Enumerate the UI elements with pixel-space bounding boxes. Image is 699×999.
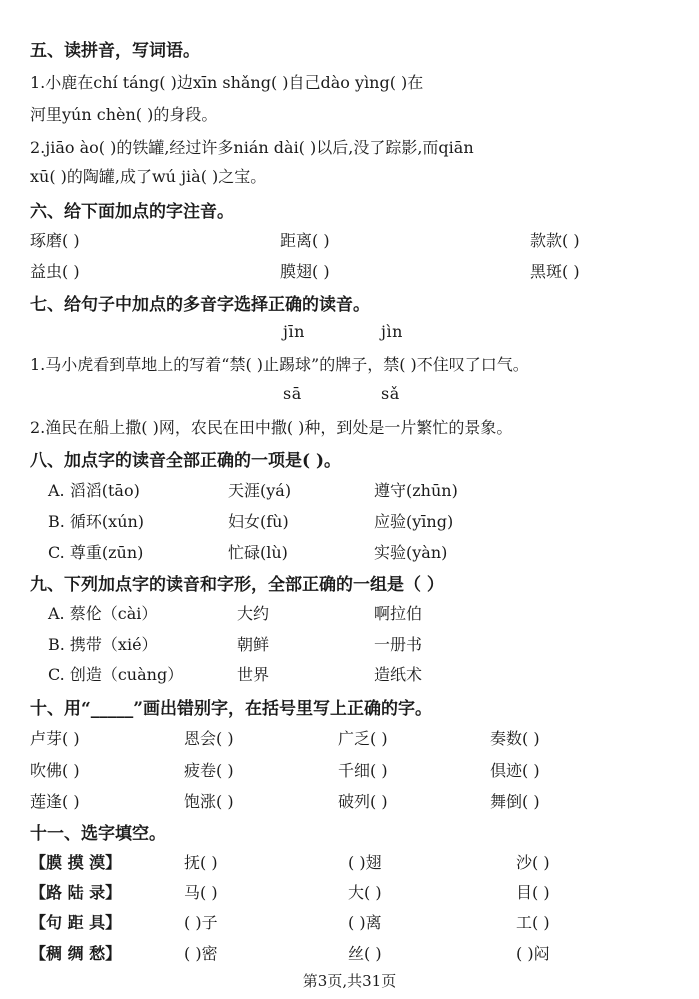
s7-pinyin-1a: jīn [283, 322, 305, 341]
s10-r3-c3: 破列( ) [338, 792, 388, 811]
s8-row-b-col-1: B. 循环(xún) [48, 512, 145, 531]
s11-r3-c3: 工( ) [516, 913, 550, 932]
s8-row-a-col-3: 遵守(zhūn) [374, 481, 458, 500]
s10-r1-c3: 广乏( ) [338, 729, 388, 748]
s11-r1-c1: 抚( ) [184, 853, 218, 872]
s9-row-a-col-3: 啊拉伯 [374, 604, 423, 623]
section-6-title: 六、给下面加点的字注音。 [30, 202, 234, 222]
s10-r2-c3: 千细( ) [338, 761, 388, 780]
s10-r2-c2: 疲卷( ) [184, 761, 234, 780]
section-5-line-2: 河里yún chèn( )的身段。 [30, 105, 218, 124]
page-footer: 第3页,共31页 [302, 972, 397, 990]
s10-r1-c2: 恩会( ) [184, 729, 234, 748]
section-5-line-1: 1.小鹿在chí táng( )边xīn shǎng( )自己dào yìng( )在 [30, 73, 424, 92]
section-10-title: 十、用“_____”画出错别字，在括号里写上正确的字。 [30, 699, 433, 719]
s11-r3-options: 【句 距 具】 [30, 913, 122, 932]
s11-r1-options: 【膜 摸 漠】 [30, 853, 122, 872]
s8-row-b-col-3: 应验(yīng) [374, 512, 454, 531]
s6-item-5: 膜翅( ) [280, 262, 330, 281]
s6-item-1: 琢磨( ) [30, 231, 80, 250]
s8-row-c-col-2: 忙碌(lù) [228, 543, 288, 562]
s9-row-a-col-1: A. 蔡伦（cài） [48, 604, 158, 623]
s8-row-c-col-3: 实验(yàn) [374, 543, 448, 562]
s10-r2-c4: 倶迹( ) [490, 761, 540, 780]
s10-r1-c4: 奏数( ) [490, 729, 540, 748]
s11-r4-options: 【稠 绸 愁】 [30, 944, 122, 963]
s7-pinyin-2a: sā [283, 384, 302, 403]
s11-r4-c1: ( )密 [184, 944, 218, 963]
s10-r3-c2: 饱涨( ) [184, 792, 234, 811]
section-11-title: 十一、选字填空。 [30, 824, 166, 844]
s11-r3-c1: ( )子 [184, 913, 218, 932]
section-9-title: 九、下列加点字的读音和字形，全部正确的一组是（ ） [30, 575, 444, 595]
s9-row-c-col-2: 世界 [237, 665, 270, 684]
section-8-title: 八、加点字的读音全部正确的一项是( )。 [30, 451, 342, 471]
s9-row-c-col-1: C. 创造（cuàng） [48, 665, 184, 684]
s10-r2-c1: 吹佛( ) [30, 761, 80, 780]
s9-row-c-col-3: 造纸术 [374, 665, 423, 684]
s11-r4-c3: ( )闷 [516, 944, 550, 963]
s8-row-a-col-1: A. 滔滔(tāo) [48, 481, 140, 500]
s8-row-a-col-2: 天涯(yá) [228, 481, 292, 500]
section-5-line-4: xū( )的陶罐,成了wú jià( )之宝。 [30, 167, 267, 186]
s11-r3-c2: ( )离 [348, 913, 382, 932]
section-5-title: 五、读拼音，写词语。 [30, 41, 200, 61]
s6-item-2: 距离( ) [280, 231, 330, 250]
s11-r2-c2: 大( ) [348, 883, 382, 902]
section-7-title: 七、给句子中加点的多音字选择正确的读音。 [30, 295, 370, 315]
s6-item-4: 益虫( ) [30, 262, 80, 281]
s9-row-b-col-1: B. 携带（xié） [48, 635, 158, 654]
section-5-line-3: 2.jiāo ào( )的铁罐,经过许多nián dài( )以后,没了踪影,而qiān [30, 138, 474, 157]
s9-row-b-col-2: 朝鲜 [237, 635, 270, 654]
s6-item-3: 款款( ) [530, 231, 580, 250]
s11-r1-c3: 沙( ) [516, 853, 550, 872]
s11-r2-c3: 目( ) [516, 883, 550, 902]
s7-pinyin-1b: jìn [381, 322, 403, 341]
s9-row-b-col-3: 一册书 [374, 635, 423, 654]
s10-r1-c1: 卢芽( ) [30, 729, 80, 748]
s11-r2-options: 【路 陆 录】 [30, 883, 122, 902]
s8-row-b-col-2: 妇女(fù) [228, 512, 289, 531]
s7-question-1: 1.马小虎看到草地上的写着“禁( )止踢球”的牌子，禁( )不住叹了口气。 [30, 355, 529, 374]
s10-r3-c4: 舞倒( ) [490, 792, 540, 811]
s6-item-6: 黑斑( ) [530, 262, 580, 281]
s11-r4-c2: 丝( ) [348, 944, 382, 963]
s11-r1-c2: ( )翅 [348, 853, 382, 872]
s7-question-2: 2.渔民在船上撒( )网，农民在田中撒( )种，到处是一片繁忙的景象。 [30, 418, 513, 437]
s11-r2-c1: 马( ) [184, 883, 218, 902]
s9-row-a-col-2: 大约 [237, 604, 270, 623]
s8-row-c-col-1: C. 尊重(zūn) [48, 543, 144, 562]
s7-pinyin-2b: sǎ [381, 384, 400, 403]
s10-r3-c1: 莲逢( ) [30, 792, 80, 811]
